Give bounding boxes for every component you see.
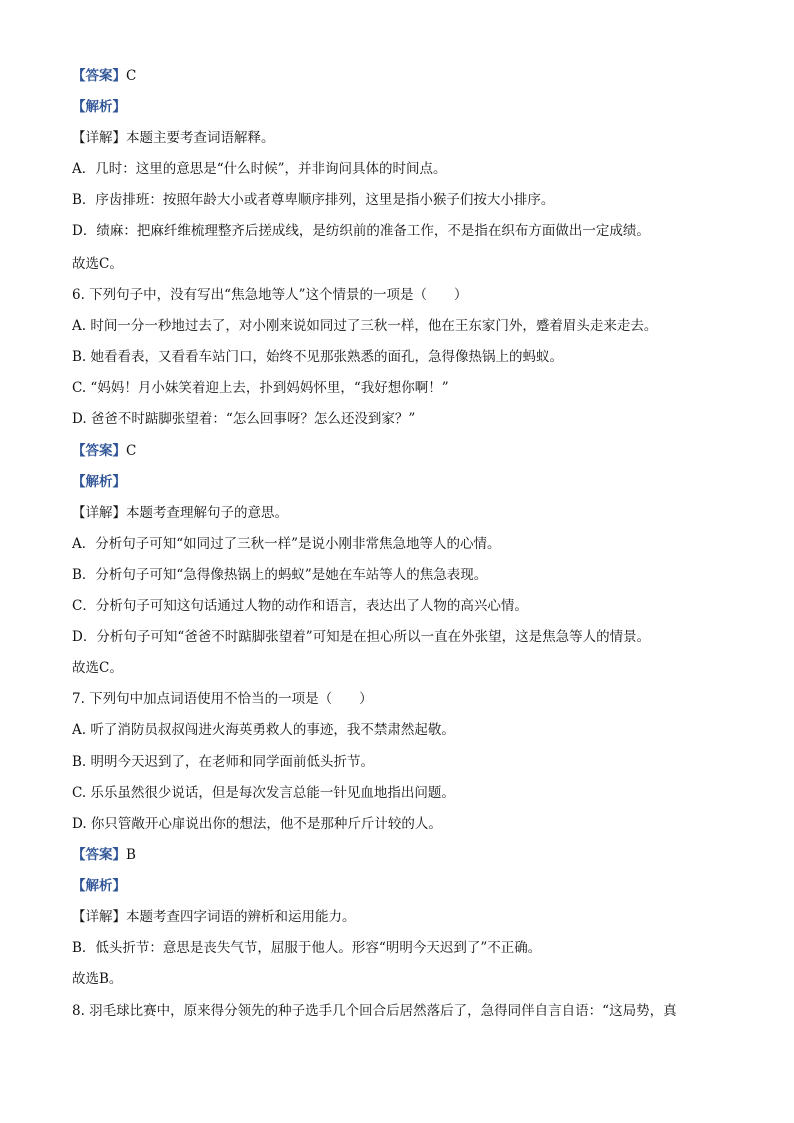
answer-heading: 【答案】C <box>72 68 137 84</box>
text-line: 【详解】本题主要考查词语解释。 <box>72 130 275 146</box>
text-line: B．序齿排班：按照年龄大小或者尊卑顺序排列，这里是指小猴子们按大小排序。 <box>72 192 555 208</box>
question-7: 7. 下列句中加点词语使用不恰当的一项是（ ） <box>72 691 373 707</box>
text-line: 【详解】本题考查理解句子的意思。 <box>72 505 288 521</box>
analysis-heading: 【解析】 <box>72 99 126 115</box>
option-a: A. 时间一分一秒地过去了，对小刚来说如同过了三秋一样，他在王东家门外，蹙着眉头走来走去。 <box>72 318 658 334</box>
text-line: D．绩麻：把麻纤维梳理整齐后搓成线，是纺织前的准备工作，不是指在织布方面做出一定成绩。 <box>72 223 650 239</box>
text-line: B．分析句子可知“急得像热锅上的蚂蚁”是她在车站等人的焦急表现。 <box>72 567 488 583</box>
text-line: C．分析句子可知这句话通过人物的动作和语言，表达出了人物的高兴心情。 <box>72 598 528 614</box>
analysis-heading: 【解析】 <box>72 474 126 490</box>
answer-heading: 【答案】B <box>72 847 136 863</box>
question-6: 6. 下列句子中，没有写出“焦急地等人”这个情景的一项是（ ） <box>72 287 468 303</box>
option-b: B. 她看看表，又看看车站门口，始终不见那张熟悉的面孔，急得像热锅上的蚂蚁。 <box>72 349 564 365</box>
answer-heading: 【答案】C <box>72 443 137 459</box>
option-d: D. 你只管敞开心扉说出你的想法，他不是那种斤斤计较的人。 <box>72 816 442 832</box>
text-line: A．分析句子可知“如同过了三秋一样”是说小刚非常焦急地等人的心情。 <box>72 536 501 552</box>
text-line: 故选C。 <box>72 256 123 272</box>
text-line: B．低头折节：意思是丧失气节，屈服于他人。形容“明明今天迟到了”不正确。 <box>72 940 542 956</box>
text-line: 故选B。 <box>72 971 123 987</box>
text-line: 故选C。 <box>72 660 123 676</box>
option-d: D. 爸爸不时踮脚张望着：“怎么回事呀？怎么还没到家？” <box>72 411 416 427</box>
option-b: B. 明明今天迟到了，在老师和同学面前低头折节。 <box>72 754 375 770</box>
option-c: C. “妈妈！月小妹笑着迎上去，扑到妈妈怀里，“我好想你啊！” <box>72 380 449 396</box>
analysis-heading: 【解析】 <box>72 878 126 894</box>
text-line: D．分析句子可知“爸爸不时踮脚张望着”可知是在担心所以一直在外张望，这是焦急等人的情景。 <box>72 629 651 645</box>
option-a: A. 听了消防员叔叔闯进火海英勇救人的事迹，我不禁肃然起敬。 <box>72 722 455 738</box>
question-8: 8. 羽毛球比赛中，原来得分领先的种子选手几个回合后居然落后了，急得同伴自言自语：“这局势，真 <box>72 1003 677 1019</box>
text-line: A．几时：这里的意思是“什么时候”，并非询问具体的时间点。 <box>72 161 447 177</box>
option-c: C. 乐乐虽然很少说话，但是每次发言总能一针见血地指出问题。 <box>72 785 455 801</box>
text-line: 【详解】本题考查四字词语的辨析和运用能力。 <box>72 909 356 925</box>
